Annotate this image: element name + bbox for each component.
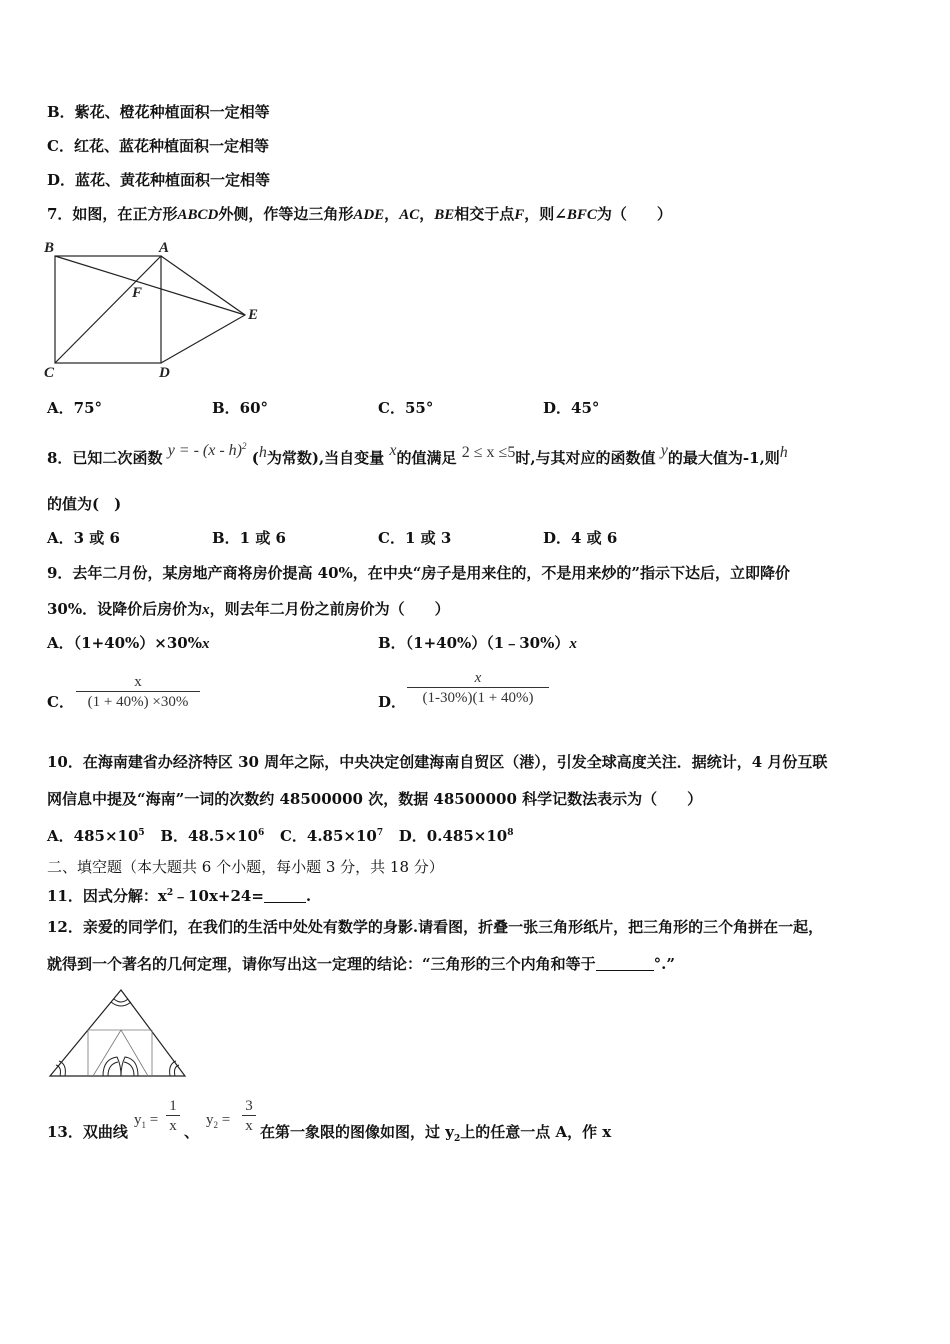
q9-stem-line2: 30%．设降价后房价为x，则去年二月份之前房价为（ ） [47, 600, 450, 618]
q10-option-d: D．$0.485\times 10^8$ [398, 827, 514, 845]
q9-option-b: B．（1+40%）（1﹣30%）x [378, 634, 577, 652]
q9-stem-line1: 9．去年二月份，某房地产商将房价提高 40%，在中央“房子是用来住的，不是用来炒的”指示下达后，立即降价 [47, 564, 791, 582]
q13-stem-start: 13．双曲线 [47, 1123, 128, 1141]
q9-option-c-fraction: x (1 + 40%) ×30% [76, 673, 200, 712]
q12-answer-blank [596, 956, 654, 971]
q10-option-a: A．$485\times 10^5$ [47, 827, 145, 845]
q7-option-d: D．45° [543, 399, 600, 417]
label-a: A [159, 240, 170, 256]
q7-stem: 7．如图，在正方形ABCD外侧，作等边三角形ADE，AC，BE相交于点F，则∠BFC为（ ） [47, 205, 672, 223]
q12-triangle-figure [48, 985, 188, 1080]
q10-stem-line1: 10．在海南建省办经济特区 30 周年之际，中央决定创建海南自贸区（港），引发全球高度关注．据统计，4 月份互联 [47, 753, 828, 771]
q8-option-c: C．1 或 3 [378, 529, 452, 547]
q10-options [47, 823, 513, 846]
q7-square-figure [40, 238, 270, 381]
q7-option-c: C．55° [378, 399, 434, 417]
q10-option-b: B．$48.5\times 10^6$ [160, 827, 265, 845]
folded-triangle [50, 990, 185, 1076]
q8-stem: 8．已知二次函数 y = - (x - h)$^2$ (h为常数),当自变量 x的值满足 2 ≤ x ≤5时,与其对应的函数值 y的最大值为-1,则h [47, 441, 788, 467]
q11-answer-blank [264, 888, 306, 903]
q13-y2-fraction: 3 x [242, 1097, 256, 1136]
q12-stem-line1: 12．亲爱的同学们，在我们的生活中处处有数学的身影.请看图，折叠一张三角形纸片，把三角形的三个角拼在一起， [47, 918, 824, 936]
label-f: F [132, 285, 143, 301]
q9-option-c-label: C． [47, 693, 74, 711]
q13-separator: 、 [184, 1123, 200, 1141]
q8-option-d: D．4 或 6 [543, 529, 618, 547]
q8-formula: y = - (x - h)$^2$ [167, 441, 247, 459]
q8-stem-cont: 的值为( ) [47, 495, 122, 513]
q6-option-d: D．蓝花、黄花种植面积一定相等 [47, 171, 271, 189]
q10-option-c: C．$4.85\times 10^7$ [279, 827, 384, 845]
section-2-heading: 二、填空题（本大题共 6 个小题，每小题 3 分，共 18 分） [47, 858, 444, 876]
q13-y2-lhs: $y_2$ = [206, 1112, 231, 1130]
q13-y1-fraction: 1 x [166, 1097, 180, 1136]
q8-option-a: A．3 或 6 [47, 529, 120, 547]
q7-option-b: B．60° [212, 399, 269, 417]
q13-y1-lhs: $y_1$ = [134, 1112, 159, 1130]
q6-option-c: C．红花、蓝花种植面积一定相等 [47, 137, 269, 155]
q9-option-d-label: D． [378, 693, 407, 711]
q12-stem-line2: 就得到一个著名的几何定理，请你写出这一定理的结论：“三角形的三个内角和等于 °.” [47, 955, 675, 973]
label-e: E [248, 307, 259, 323]
q8-option-b: B．1 或 6 [212, 529, 286, 547]
q10-stem-line2: 网信息中提及“海南”一词的次数约 48500000 次，数据 48500000 科学记数法表示为（ ） [47, 790, 703, 808]
q13-stem-end: 在第一象限的图像如图，过 $y_2$上的任意一点 A，作 x [260, 1123, 612, 1144]
label-b: B [44, 240, 55, 256]
q7-option-a: A．75° [47, 399, 103, 417]
angle-arcs [56, 999, 179, 1076]
q9-option-d-fraction: x (1-30%)(1 + 40%) [407, 669, 549, 708]
segment-be [55, 256, 245, 315]
q6-option-b: B．紫花、橙花种植面积一定相等 [47, 103, 270, 121]
q8-inequality: 2 ≤ x ≤5 [461, 444, 516, 461]
label-d: D [159, 365, 170, 381]
triangle-ade-sides [161, 256, 245, 363]
label-c: C [44, 365, 55, 381]
q11-stem: 11．因式分解：$x^2﹣10x+24=$ . [47, 887, 312, 905]
q9-option-a: A．（1+40%）×30%x [47, 634, 210, 652]
